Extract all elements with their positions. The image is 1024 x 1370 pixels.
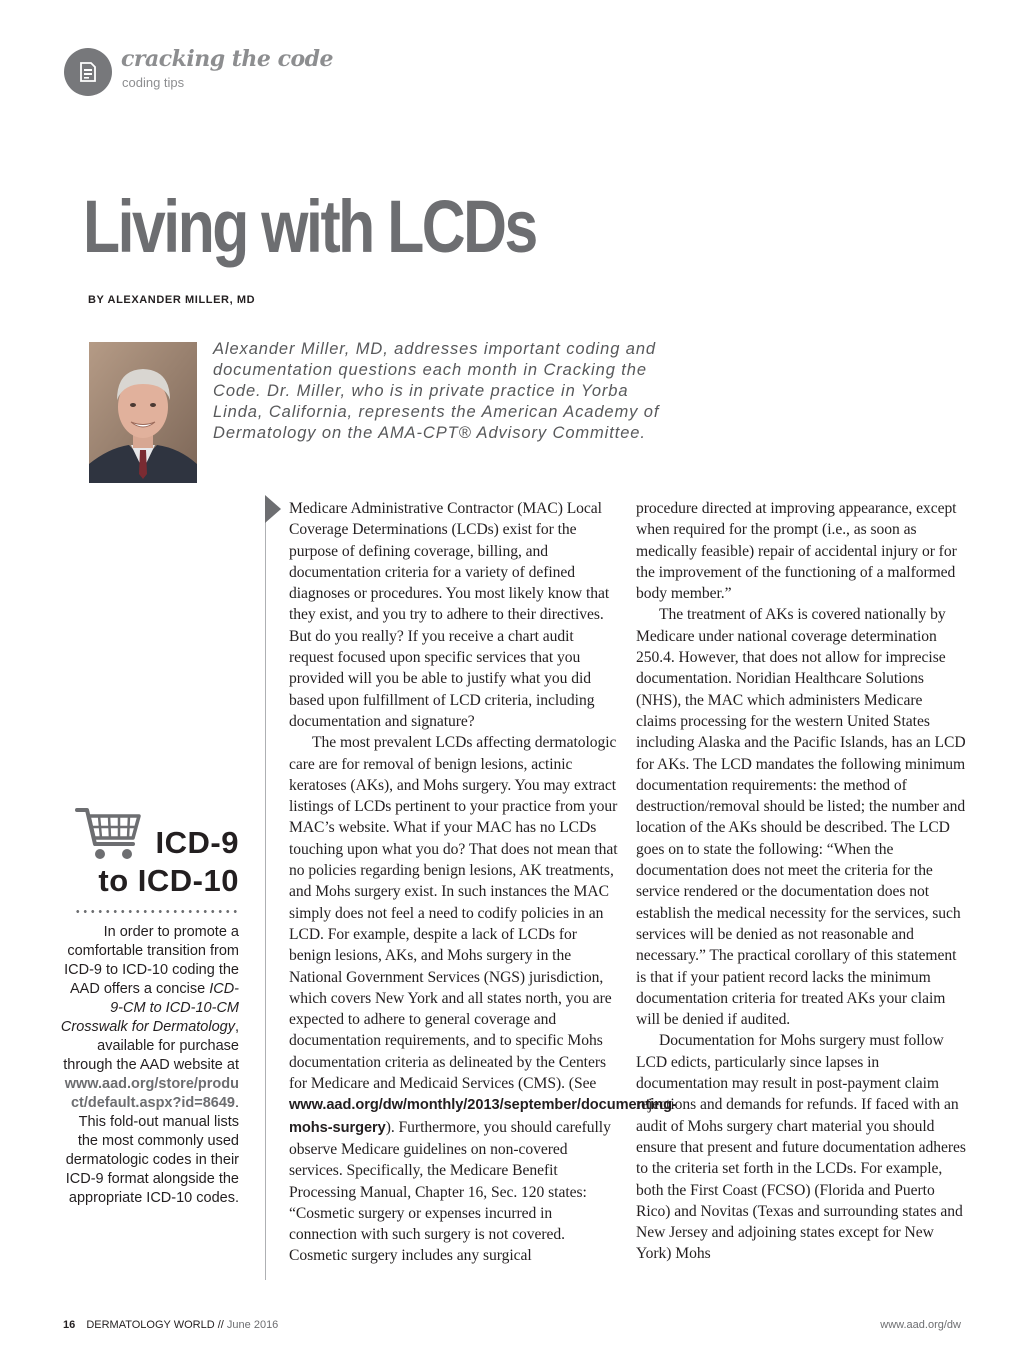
section-subtitle: coding tips	[122, 75, 185, 90]
issue-date: June 2016	[226, 1319, 279, 1331]
article-column-1	[289, 498, 677, 1267]
footer-website[interactable]: www.aad.org/dw	[880, 1319, 961, 1331]
paragraph: procedure directed at improving appearance, except when required for the prompt (i.e., as soon as medically feasible) repair of accidental injury or for the improvement of the functioning of a malformed body member.”	[636, 500, 957, 603]
footer-left	[63, 1319, 278, 1331]
section-badge	[64, 48, 112, 96]
author-photo	[89, 342, 197, 483]
mohs-article-link[interactable]: www.aad.org/dw/monthly/2013/september/documenting-mohs-surgery	[289, 1097, 677, 1136]
store-link[interactable]: www.aad.org/store/product/default.aspx?id=8649	[64, 1076, 239, 1111]
dotted-divider	[74, 909, 239, 914]
publication-name: DERMATOLOGY WORLD	[86, 1319, 215, 1331]
paragraph: Medicare Administrative Contractor (MAC) Local Coverage Determinations (LCDs) exist for the purpose of defining coverage, billing, and documentation criteria for a variety of defined diagnoses or procedures. You most likely know that they exist, and you try to adhere to their directives. But do you really? If you receive a chart audit request focused upon specific services that you provided will you be able to justify what you did based upon fulfillment of LCD criteria, including documentation and signature?	[289, 500, 610, 730]
sidebar-text: In order to promote a comfortable transition from ICD-9 to ICD-10 coding the AAD offers a concise ICD-9-CM to ICD-10-CM Crosswalk for Dermatology, available for purchase through the AAD website at www.aad.org/store/product/default.aspx?id=8649. This fold-out manual lists the most commonly used dermatologic codes in their ICD-9 format alongside the appropriate ICD-10 codes.	[60, 924, 239, 1206]
author-bio: Alexander Miller, MD, addresses important coding and documentation questions each month in Cracking the Code. Dr. Miller, who is in private practice in Yorba Linda, California, represents the American Academy of Dermatology on the AMA-CPT® Advisory Committee.	[213, 340, 660, 442]
page-number: 16	[63, 1319, 76, 1331]
crosswalk-title: ICD-9-CM to ICD-10-CM Crosswalk for Dermatology	[60, 981, 239, 1035]
sidebar-divider	[265, 500, 266, 1280]
sidebar-heading-line2: to ICD-10	[98, 863, 239, 898]
article-column-2	[636, 498, 966, 1265]
sidebar-heading-line1: ICD-9	[155, 825, 239, 860]
paragraph: Documentation for Mohs surgery must follow LCD edicts, particularly since lapses in documentation may result in post-payment claim rejections and demands for refunds. If faced with an audit of Mohs surgery chart material you should ensure that present and future documentation adheres to the criteria set forth in the LCDs. For example, both the First Coast (FCSO) (Florida and Puerto Rico) and Novitas (Texas and surrounding states and New Jersey and adjoining states except for New York) Mohs	[636, 1032, 966, 1263]
document-icon	[76, 60, 100, 84]
sidebar-heading	[98, 824, 239, 900]
paragraph: The most prevalent LCDs affecting dermatologic care are for removal of benign lesions, actinic keratoses (AKs), and Mohs surgery. You may extract listings of LCDs pertinent to your practice from your MAC’s website. What if your MAC has no LCDs touching upon what you do? That does not mean that no policies regarding benign lesions, AK treatments, and Mohs surgery exist. In such instances the MAC simply does not feel a need to codify policies in an LCD. For example, despite a lack of LCDs for benign lesions, AKs, and Mohs surgery in the National Government Services (NGS) jurisdiction, which covers New York and all states north, you are expected to adhere to general coverage and documentation requirements, and to specific Mohs documentation criteria as delineated by the Centers for Medicare and Medicaid Services (CMS). (See www.aad.org/dw/monthly/2013/september/documenting-mohs-surgery). Furthermore, you should carefully observe Medicare guidelines on non-covered services. Specifically, the Medicare Benefit Processing Manual, Chapter 16, Sec. 120 states: “Cosmetic surgery or expenses incurred in connection with such surgery is not covered. Cosmetic surgery includes any surgical	[289, 734, 677, 1265]
paragraph: The treatment of AKs is covered nationally by Medicare under national coverage determination 250.4. However, that does not allow for imprecise documentation. Noridian Healthcare Solutions (NHS), the MAC which administers Medicare claims processing for the western United States including Alaska and the Pacific Islands, has an LCD for AKs. The LCD mandates the following minimum documentation requirements: the method of destruction/removal should be listed; the number and location of the AKs should be described. The LCD goes on to state the following: “When the documentation does not meet the criteria for the service rendered or the documentation does not establish the medical necessity for the services, such services will be denied as not reasonable and necessary.” The practical corollary of this statement is that if your patient record lacks the minimum documentation criteria for treated AKs your claim will be denied if audited.	[636, 606, 966, 1029]
section-title: cracking the code	[121, 46, 334, 72]
byline: BY ALEXANDER MILLER, MD	[88, 294, 256, 306]
triangle-marker-icon	[265, 495, 281, 523]
footer-separator: //	[217, 1319, 224, 1331]
article-title: Living with LCDs	[83, 185, 536, 268]
